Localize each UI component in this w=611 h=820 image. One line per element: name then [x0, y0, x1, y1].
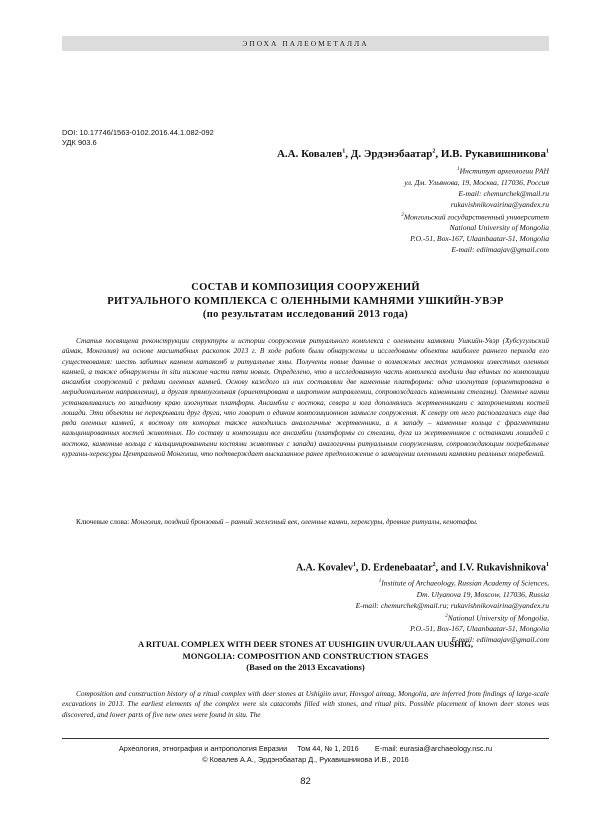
abstract-ru: Статья посвящена реконструкции структуры и истории сооружения ритуального комплекса с оленными камнями Ушкийн-Увэр (Хубсугульский аймак, Монголия) на основе масштабных раскопок 2013 г. В ходе работ были обнаружены и исследованы объекты наиболее раннего периода его существования: шесть забитых камнем катакомб и ритуальные ямы. Получены новые данные о возможных местах установки известных оленных камней, а также обнаружены in situ нижние части пяти новых. Определено, что в исследованную часть комплекса входили два единых по композиции ансамбля сооружений с рядами оленных камней. Основу каждого из них составляли две каменные платформы: одна изогнутая (ориентирована в меридиональном направлении), а другая прямоугольная (ориентирована в широтном направлении, сопровождалась каменными стелами). Оленные камни устанавливались по западному краю изогнутых платформ. Ансамбли с востока, севера и юга дополнялись жертвенниками с захоронениями костей лошади. Эти объекты не перекрывали друг друга, что говорит о едином композиционном замысле сооружения. К северу от него располагались еще два ряда оленных камней, к востоку от которых также находились аналогичные жертвенники, а к западу – каменные кольца с фрагментами кальцинированных костей животных. По составу и композиции все ансамбли (платформы со стелами, дуга из жертвенников с останками лошадей с востока, каменные кольца с кальцинированными костями животных с запада) аналогичны ритуальным сооружениям, сопровождающим погребальные курганы-херексуры Центральной Монголии, что подтверждает высказанное ранее предположение о замещении оленными камнями реальных погребений. — [62, 336, 549, 458]
author-3-ru: , И.В. Рукавишникова — [435, 148, 546, 160]
author-1-en-sup: 1 — [352, 562, 356, 568]
affiliation-line: National University of Mongolia — [449, 223, 549, 233]
article-title-en — [62, 639, 549, 674]
keywords-text: Монголия, поздний бронзовый – ранний железный век, оленные камни, херексуры, древние ритуалы, кенотафы. — [130, 517, 478, 526]
keywords-label: Ключевые слова: — [76, 517, 130, 526]
footer-divider — [62, 738, 549, 739]
author-3-sup: 1 — [546, 148, 549, 155]
article-title-ru — [62, 281, 549, 322]
title-ru-line: РИТУАЛЬНОГО КОМПЛЕКСА С ОЛЕННЫМИ КАМНЯМИ УШКИЙН-УВЭР — [107, 295, 504, 307]
author-2-en-sup: 2 — [432, 562, 436, 568]
affiliations-en — [356, 576, 549, 645]
authors-ru — [277, 148, 549, 160]
affiliation-line: E-mail: chemurchek@mail.ru — [458, 188, 549, 198]
author-2-ru: , Д. Эрдэнэбаатар — [345, 148, 433, 160]
affiliation-line: E-mail: chemurchek@mail.ru; rukavishnikovairina@yandex.ru — [355, 600, 549, 610]
affiliation-line: $^1$Институт археологии РАН — [457, 166, 549, 176]
footer-email: E-mail: eurasia@archaeology.nsc.ru — [374, 744, 493, 753]
affiliation-line: E-mail: ediimaajav@gmail.com — [451, 245, 549, 255]
author-1-ru: А.А. Ковалев — [276, 148, 343, 160]
section-header: ЭПОХА ПАЛЕОМЕТАЛЛА — [62, 36, 549, 51]
affiliation-line: $^2$National University of Mongolia, — [445, 613, 549, 623]
affiliation-line: P.O.-51, Box-167, Ulaanbaatar-51, Mongolia — [410, 234, 549, 244]
author-2-sup: 2 — [432, 148, 436, 155]
title-ru-line: СОСТАВ И КОМПОЗИЦИЯ СООРУЖЕНИЙ — [191, 282, 420, 293]
author-1-sup: 1 — [342, 148, 346, 155]
udk: УДК 903.6 — [62, 138, 97, 147]
doi: DOI: 10.17746/1563-0102.2016.44.1.082-092 — [62, 128, 214, 137]
affiliation-line: E-mail: ediimaajav@gmail.com — [451, 635, 549, 645]
affiliation-line: Dm. Ulyanova 19, Moscow, 117036, Russia — [416, 589, 549, 599]
author-2-en: , D. Erdenebaatar — [355, 562, 433, 574]
author-1-en: A.A. Kovalev — [295, 562, 353, 574]
footer-volume: Том 44, № 1, 2016 — [297, 744, 359, 753]
page-number: 82 — [300, 776, 311, 787]
footer-journal: Археология, этнография и антропология Евразии — [118, 744, 288, 753]
title-ru-subtitle: (по результатам исследований 2013 года) — [202, 309, 409, 320]
affiliation-line: rukavishnikovairina@yandex.ru — [450, 199, 549, 209]
author-3-en-sup: 1 — [546, 562, 549, 568]
abstract-en: Composition and construction history of a ritual complex with deer stones at Ushigiin uvur, Hovsgol aimag, Mongolia, are inferred from findings of large-scale excavations in 2013. The earliest elements of the complex were six catacombs filled with stones, and ritual pits. Possible placement of known deer stones was discovered, and lower parts of five new ones were found in situ. The — [62, 689, 549, 719]
authors-en — [296, 562, 549, 573]
affiliation-line: $^2$Монгольский государственный университет — [401, 212, 549, 222]
title-en-line: A RITUAL COMPLEX WITH DEER STONES AT UUSHIGIIN UVUR/ULAAN UUSHIG, — [137, 639, 474, 649]
title-en-line: MONGOLIA: COMPOSITION AND CONSTRUCTION STAGES — [182, 650, 429, 661]
affiliation-line: P.O.-51, Box-167, Ulaanbaatar-51, Mongolia — [410, 624, 549, 634]
footer-copyright: © Ковалев А.А., Эрдэнэбаатар Д., Рукавишникова И.В., 2016 — [202, 755, 409, 764]
affiliations-ru — [401, 164, 549, 255]
affiliation-line: $^1$Institute of Archaeology, Russian Academy of Sciences, — [378, 578, 549, 588]
author-3-en: , and I.V. Rukavishnikova — [435, 562, 546, 574]
title-en-subtitle: (Based on the 2013 Excavations) — [246, 662, 365, 672]
affiliation-line: ул. Дм. Ульянова, 19, Москва, 117036, Россия — [404, 177, 549, 187]
keywords-ru — [62, 517, 549, 527]
footer-journal-line — [62, 744, 549, 754]
